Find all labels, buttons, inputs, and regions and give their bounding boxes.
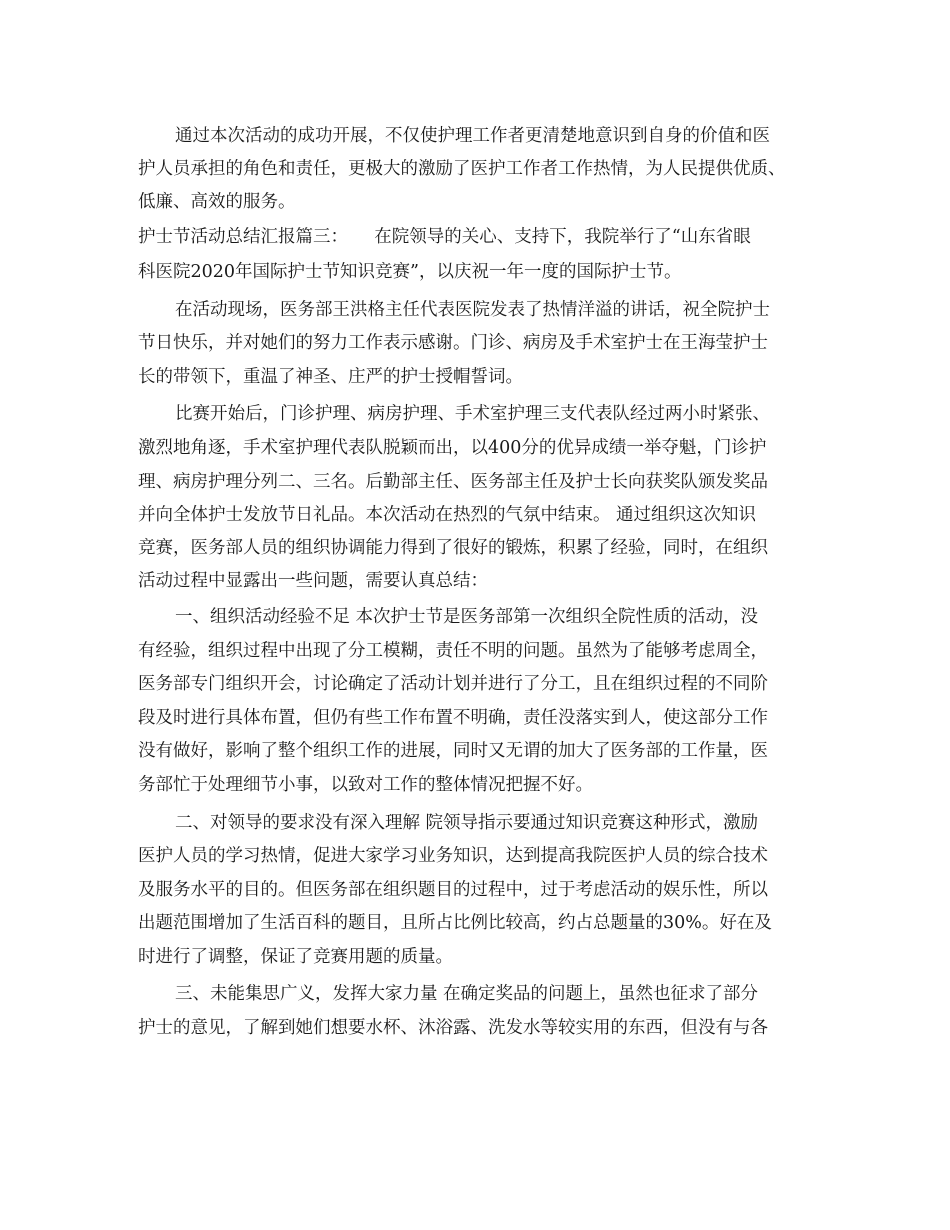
text-line: 激烈地角逐，手术室护理代表队脱颖而出，以400分的优异成绩一举夺魁，门诊护 [138, 438, 767, 458]
text-line: 长的带领下，重温了神圣、庄严的护士授帽誓词。 [138, 367, 523, 387]
text-line: 科医院2020年国际护士节知识竞赛”，以庆祝一年一度的国际护士节。 [138, 262, 682, 282]
text-line: 低廉、高效的服务。 [138, 192, 296, 212]
text-line: 没有做好，影响了整个组织工作的进展，同时又无谓的加大了医务部的工作量，医 [138, 741, 768, 761]
text-line: 护士的意见，了解到她们想要水杯、沐浴露、洗发水等较实用的东西，但没有与各 [138, 1018, 768, 1038]
text-line: 务部忙于处理细节小事，以致对工作的整体情况把握不好。 [138, 775, 593, 795]
text-line: 比赛开始后，门诊护理、病房护理、手术室护理三支代表队经过两小时紧张、 [175, 404, 770, 424]
text-line: 时进行了调整，保证了竞赛用题的质量。 [138, 947, 453, 967]
text-line: 二、对领导的要求没有深入理解 院领导指示要通过知识竞赛这种形式，激励 [175, 813, 759, 833]
text-line: 三、未能集思广义，发挥大家力量 在确定奖品的问题上，虽然也征求了部分 [175, 984, 759, 1004]
text-line: 节日快乐，并对她们的努力工作表示感谢。门诊、病房及手术室护士在王海莹护士 [138, 333, 768, 353]
text-line: 及服务水平的目的。但医务部在组织题目的过程中，过于考虑活动的娱乐性，所以 [138, 880, 768, 900]
text-line: 医务部专门组织开会，讨论确定了活动计划并进行了分工，且在组织过程的不同阶 [138, 674, 768, 694]
text-line: 竞赛，医务部人员的组织协调能力得到了很好的锻炼，积累了经验，同时，在组织 [138, 538, 768, 558]
text-line: 活动过程中显露出一些问题，需要认真总结： [138, 571, 488, 591]
text-line: 并向全体护士发放节日礼品。本次活动在热烈的气氛中结束。 通过组织这次知识 [138, 505, 757, 525]
text-line: 一、组织活动经验不足 本次护士节是医务部第一次组织全院性质的活动，没 [175, 607, 759, 627]
text-line: 护士节活动总结汇报篇三： 在院领导的关心、支持下，我院举行了“山东省眼 [138, 227, 751, 247]
text-line: 有经验，组织过程中出现了分工模糊，责任不明的问题。虽然为了能够考虑周全， [138, 641, 768, 661]
text-line: 理、病房护理分列二、三名。后勤部主任、医务部主任及护士长向获奖队颁发奖品 [138, 472, 768, 492]
text-line: 在活动现场，医务部王洪格主任代表医院发表了热情洋溢的讲话，祝全院护士 [175, 300, 770, 320]
text-line: 出题范围增加了生活百科的题目，且所占比例比较高，约占总题量的30%。好在及 [138, 913, 772, 933]
text-line: 段及时进行具体布置，但仍有些工作布置不明确，责任没落实到人，使这部分工作 [138, 708, 768, 728]
text-line: 通过本次活动的成功开展，不仅使护理工作者更清楚地意识到自身的价值和医 [175, 126, 770, 146]
text-line: 护人员承担的角色和责任，更极大的激励了医护工作者工作热情，为人民提供优质、 [138, 159, 786, 179]
text-line: 医护人员的学习热情，促进大家学习业务知识，达到提高我院医护人员的综合技术 [138, 846, 768, 866]
